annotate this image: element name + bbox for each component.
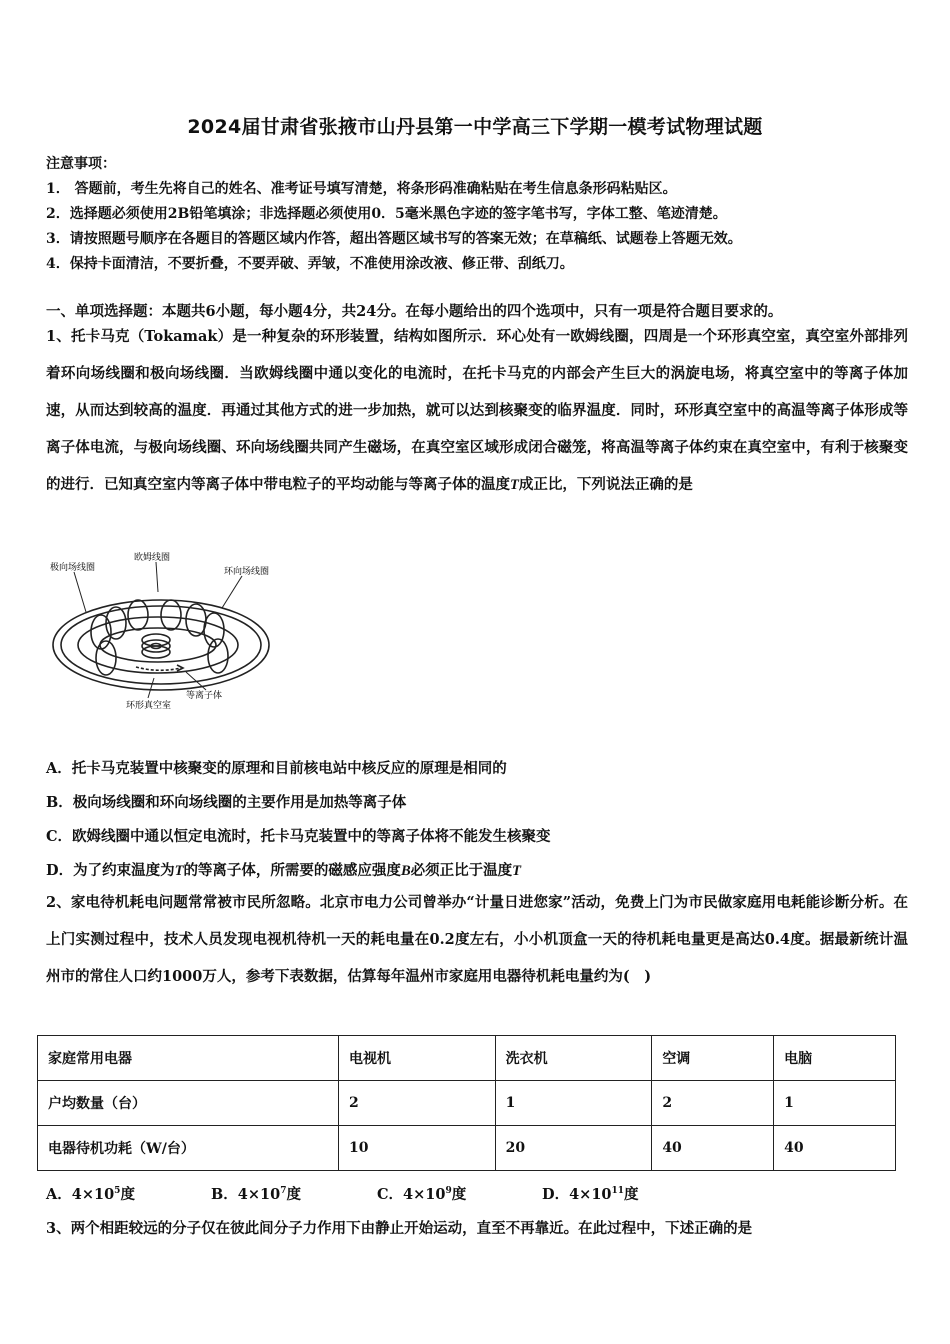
table-cell: 1 — [495, 1081, 652, 1126]
label-toroidal-coil: 环向场线圈 — [224, 567, 270, 577]
q2-c-unit: 度 — [451, 1186, 467, 1203]
table-cell: 电视机 — [339, 1036, 496, 1081]
table-cell: 2 — [339, 1081, 496, 1126]
question-2-stem: 2、家电待机耗电问题常常被市民所忽略。北京市电力公司曾举办“计量日进您家”活动，免费上门为市民做家庭用电耗能诊断分析。在上门实测过程中，技术人员发现电视机待机一天的耗电量在0.2度左右，小小机顶盒一天的待机耗电量更是高达0.4度。据最新统计温州市的常住人口约1000万人，参考下表数据，估算每年温州市家庭用电器待机耗电量约为( ) — [46, 894, 908, 985]
q2-c-exp: 9 — [445, 1186, 452, 1197]
table-row — [38, 1036, 896, 1081]
tokamak-figure — [46, 550, 276, 715]
q1-option-d-var-t: T — [174, 863, 184, 879]
table-cell: 电器待机功耗（W/台） — [38, 1126, 339, 1171]
notice-heading: 注意事项： — [46, 156, 116, 172]
label-poloidal-coil: 极向场线圈 — [50, 563, 96, 573]
q1-stem-text-a: 1、托卡马克（Tokamak）是一种复杂的环形装置，结构如图所示．环心处有一欧姆线圈，四周是一个环形真空室，真空室外部排列着环向场线圈和极向场线圈．当欧姆线圈中通以变化的电流时，在托卡马克的内部会产生巨大的涡旋电场，将真空室中的等离子体加速，从而达到较高的温度．再通过其他方式的进一步加热，就可以达到核聚变的临界温度．同时，环形真空室中的高温等离子体形成等离子体电流，与极向场线圈、环向场线圈共同产生磁场，在真空室区域形成闭合磁笼，将高温等离子体约束在真空室中，有利于核聚变的进行．已知真空室内等离子体中带电粒子的平均动能与等离子体的温度 — [46, 328, 908, 493]
q2-b-unit: 度 — [286, 1186, 301, 1203]
q1-option-c: C．欧姆线圈中通以恒定电流时，托卡马克装置中的等离子体将不能发生核聚变 — [46, 828, 551, 845]
section-1-heading: 一、单项选择题：本题共6小题，每小题4分，共24分。在每小题给出的四个选项中，只有一项是符合题目要求的。 — [46, 303, 783, 320]
q2-d-unit: 度 — [624, 1186, 639, 1203]
notice-item-4: 4．保持卡面清洁，不要折叠，不要弄破、弄皱，不准使用涂改液、修正带、刮纸刀。 — [46, 256, 574, 272]
table-cell: 20 — [495, 1126, 652, 1171]
table-row — [38, 1081, 896, 1126]
table-cell: 40 — [774, 1126, 896, 1171]
table-cell: 电脑 — [774, 1036, 896, 1081]
table-cell: 40 — [652, 1126, 774, 1171]
appliance-table — [37, 1035, 896, 1171]
table-cell: 家庭常用电器 — [38, 1036, 339, 1081]
exam-title: 2024届甘肃省张掖市山丹县第一中学高三下学期一模考试物理试题 — [187, 116, 763, 138]
q2-a-unit: 度 — [120, 1186, 135, 1203]
q1-option-d-pre: D．为了约束温度为 — [46, 862, 175, 879]
q1-stem-text-b: 成正比，下列说法正确的是 — [518, 476, 693, 493]
q2-b-exp: 7 — [280, 1186, 287, 1197]
notice-item-3: 3．请按照题号顺序在各题目的答题区域内作答，超出答题区域书写的答案无效；在草稿纸、试题卷上答题无效。 — [46, 231, 742, 247]
q1-option-d-var-b: B — [400, 863, 411, 879]
table-cell: 户均数量（台） — [38, 1081, 339, 1126]
q1-option-d-var-t2: T — [512, 863, 521, 879]
q2-option-b — [211, 1183, 301, 1204]
label-plasma: 等离子体 — [186, 691, 223, 701]
q1-option-d-post: 必须正比于温度 — [410, 862, 513, 879]
label-ohmic-coil: 欧姆线圈 — [134, 553, 171, 563]
tokamak-diagram — [46, 550, 276, 715]
table-row — [38, 1126, 896, 1171]
q1-option-d-mid: 的等离子体，所需要的磁感应强度 — [183, 862, 401, 879]
table-cell: 1 — [774, 1081, 896, 1126]
q2-option-d — [542, 1183, 639, 1204]
table-cell: 2 — [652, 1081, 774, 1126]
q2-c-base: C．4×10 — [377, 1186, 446, 1203]
q2-a-exp: 5 — [114, 1186, 121, 1197]
q1-option-b: B．极向场线圈和环向场线圈的主要作用是加热等离子体 — [46, 794, 407, 811]
q1-stem-var-t: T — [510, 477, 519, 493]
q2-b-base: B．4×10 — [211, 1186, 281, 1203]
notice-item-2: 2．选择题必须使用2B铅笔填涂；非选择题必须使用0．5毫米黑色字迹的签字笔书写，字体工整、笔迹清楚。 — [46, 206, 727, 222]
table-cell: 10 — [339, 1126, 496, 1171]
question-1-stem — [46, 318, 908, 504]
table-cell: 空调 — [652, 1036, 774, 1081]
q2-option-c — [377, 1183, 466, 1204]
q2-option-a — [46, 1183, 135, 1204]
q2-d-base: D．4×10 — [542, 1186, 612, 1203]
q2-d-exp: 11 — [611, 1186, 625, 1197]
label-vacuum-chamber: 环形真空室 — [126, 701, 172, 711]
question-3-stem: 3、两个相距较远的分子仅在彼此间分子力作用下由静止开始运动，直至不再靠近。在此过程中，下述正确的是 — [46, 1220, 753, 1237]
notice-item-1: 1． 答题前，考生先将自己的姓名、准考证号填写清楚，将条形码准确粘贴在考生信息条形码粘贴区。 — [46, 181, 677, 197]
table-cell: 洗衣机 — [495, 1036, 652, 1081]
q1-option-d — [46, 859, 521, 880]
q2-a-base: A．4×10 — [46, 1186, 115, 1203]
q1-option-a: A．托卡马克装置中核聚变的原理和目前核电站中核反应的原理是相同的 — [46, 760, 507, 777]
